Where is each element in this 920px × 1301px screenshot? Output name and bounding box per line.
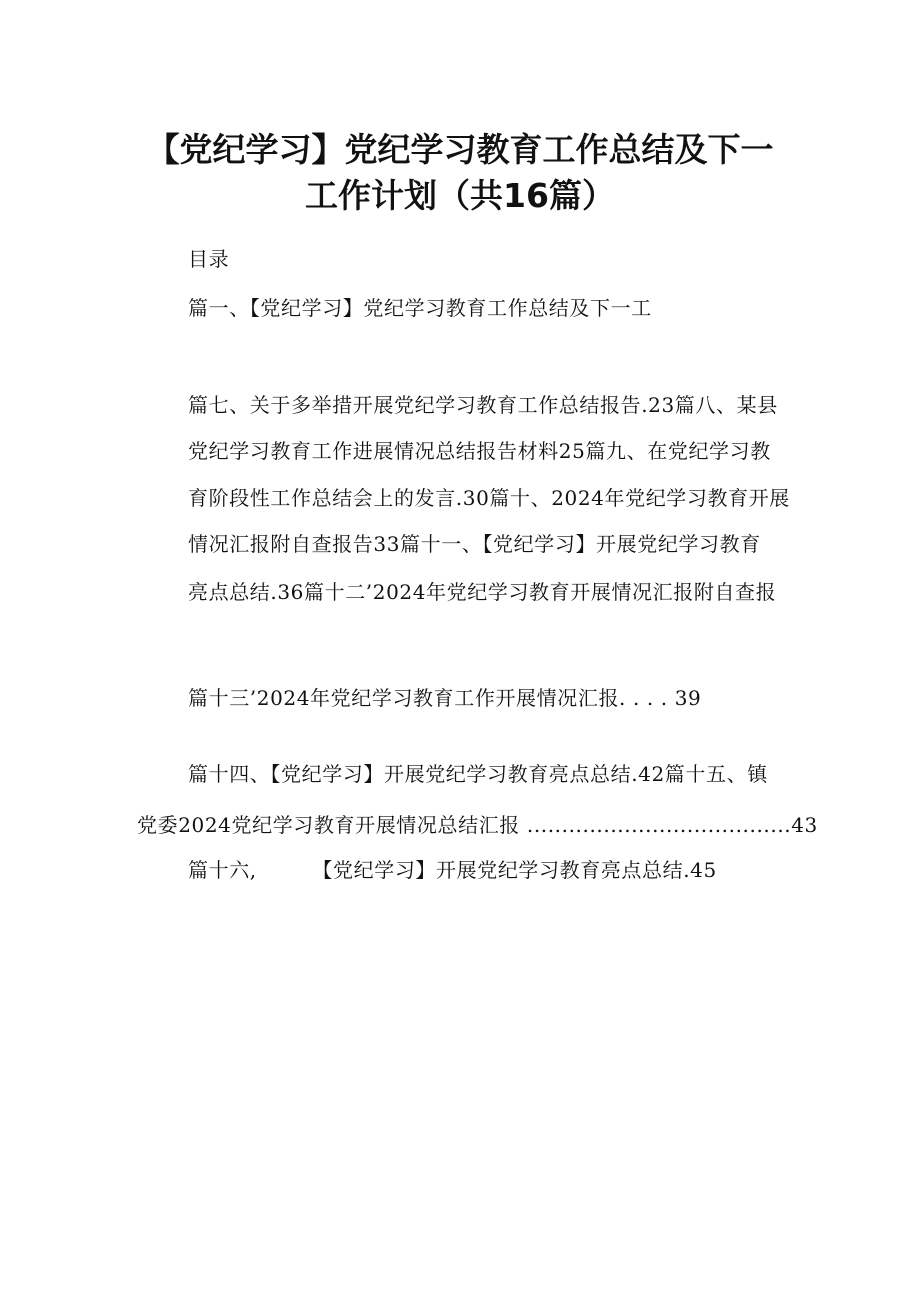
toc-line: 篇七、关于多举措开展党纪学习教育工作总结报告.23篇八、某县 xyxy=(188,393,778,417)
toc-line: 亮点总结.36篇十二’2024年党纪学习教育开展情况汇报附自查报 xyxy=(188,580,777,604)
toc-line: 党委2024党纪学习教育开展情况总结汇报 ......................................43 xyxy=(137,813,818,837)
toc-line: 党纪学习教育工作进展情况总结报告材料25篇九、在党纪学习教 xyxy=(188,439,771,463)
toc-heading: 目录 xyxy=(188,247,230,271)
document-title-line-1: 【党纪学习】党纪学习教育工作总结及下一 xyxy=(146,130,774,169)
toc-line: 情况汇报附自查报告33篇十一、【党纪学习】开展党纪学习教育 xyxy=(188,532,761,556)
toc-line: 篇十四、【党纪学习】开展党纪学习教育亮点总结.42篇十五、镇 xyxy=(188,762,768,786)
toc-line: 篇一、【党纪学习】党纪学习教育工作总结及下一工 xyxy=(188,296,652,320)
toc-line: 育阶段性工作总结会上的发言.30篇十、2024年党纪学习教育开展 xyxy=(188,486,790,510)
toc-line: 篇十三’2024年党纪学习教育工作开展情况汇报. . . . 39 xyxy=(188,686,702,710)
document-title-line-2: 工作计划（共16篇） xyxy=(305,176,615,215)
toc-line: 篇十六, 【党纪学习】开展党纪学习教育亮点总结.45 xyxy=(188,858,717,882)
